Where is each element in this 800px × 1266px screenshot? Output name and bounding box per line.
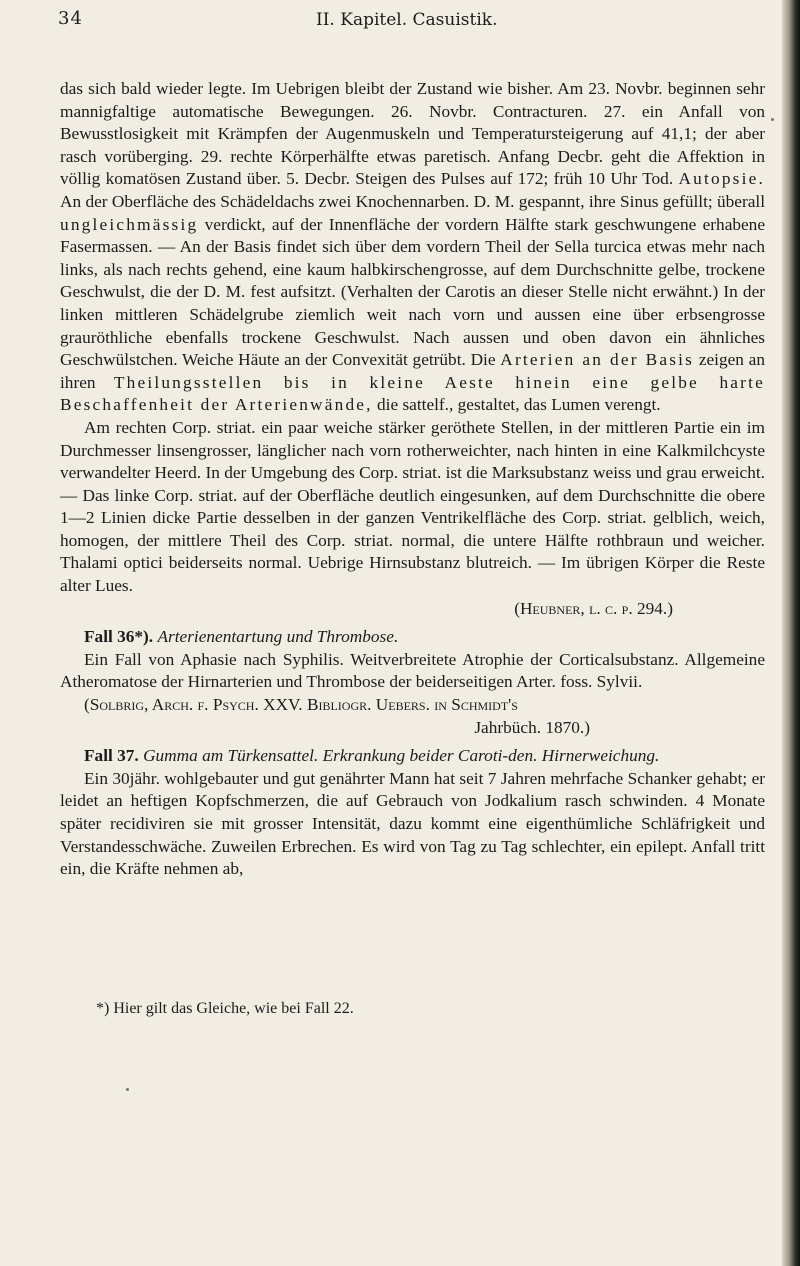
fall-36-text: Ein Fall von Aphasie nach Syphilis. Weitverbreitete Atrophie der Corticalsubstanz. Allgemeine Atheromatose der Hirnarterien und Thrombose der beiderseitigen Arter. foss. Sylvii. — [60, 649, 765, 692]
emphasis-arterien: Arterien an der Basis — [500, 350, 695, 370]
autopsie-heading: Autopsie. — [678, 169, 765, 189]
scan-speck — [771, 118, 774, 121]
autopsy-text-a: An der Oberfläche des Schädeldachs zwei Knochennarben. D. M. gespannt, ihre Sinus gefüllt; überall — [60, 191, 765, 211]
paragraph-corpus-striatum: Am rechten Corp. striat. ein paar weiche stärker geröthete Stellen, in der mittleren Partie ein im Durchmesser linsengrosser, länglicher nach vorn rotherweichter, nach hinten in eine Kalkmilchcyste verwandelter Heerd. In der Umgebung des Corp. striat. ist die Marksubstanz weiss und grau erweicht. — Das linke Corp. striat. auf der Oberfläche deutlich eingesunken, auf dem Durchschnitte die obere 1—2 Linien dicke Partie desselben in der ganzen Ventrikelfläche des Corp. striat. gelblich, weich, homogen, der mittlere Theil des Corp. striat. normal, die untere Hälfte rothbraun und weicher. Thalami optici beiderseits normal. Uebrige Hirnsubstanz blutreich. — Im übrigen Körper die Reste alter Lues. — [60, 417, 765, 596]
footnote: *) Hier gilt das Gleiche, wie bei Fall 22. — [96, 1000, 354, 1017]
fall-37-text: Ein 30jähr. wohlgebauter und gut genährter Mann hat seit 7 Jahren mehrfache Schanker gehabt; er leidet an heftigen Kopfschmerzen, die auf Gebrauch von Jodkalium rasch schwinden. 4 Monate später recidiviren sie mit grosser Intensität, dazu kommt eine eigenthümliche Schläfrigkeit und Verstandesschwäche. Zuweilen Erbrechen. Es wird von Tag zu Tag schlechter, ein epilept. Anfall tritt ein, die Kräfte nehmen ab, — [60, 768, 765, 879]
scan-speck — [126, 1088, 129, 1091]
autopsy-text-d: die sattelf., gestaltet, das Lumen verengt. — [377, 395, 661, 415]
case-narrative: das sich bald wieder legte. Im Uebrigen bleibt der Zustand wie bisher. Am 23. Novbr. beginnen sehr mannigfaltige automatische Bewegungen. 26. Novbr. Contracturen. 27. ein Anfall von Bewusstlosigkeit mit Krämpfen der Augenmuskeln und Temperatursteigerung auf 41,1; der aber rasch vorüberging. 29. rechte Körperhälfte etwas paretisch. Anfang Decbr. geht die Affektion in völlig komatösen Zustand über. 5. Decbr. Steigen des Pulses auf 172; früh 10 Uhr Tod. — [60, 79, 765, 189]
citation-solbrig — [60, 694, 765, 717]
citation-heubner: (Heubner, l. c. p. 294.) — [514, 598, 673, 618]
page-number: 34 — [58, 8, 83, 29]
scan-page-edge — [782, 0, 800, 1266]
fall-37-title: Gumma am Türkensattel. Erkrankung beider Caroti-den. Hirnerweichung. — [143, 746, 660, 766]
running-title: II. Kapitel. Casuistik. — [316, 10, 498, 30]
autopsy-text-c: zeigen an ihren — [60, 350, 765, 392]
emphasis-theilungsstellen: Theilungsstellen bis in kleine Aeste hinein eine gelbe harte Beschaffenheit der Arterienwände, — [60, 372, 765, 415]
fall-36-title: Arterienentartung und Thrombose. — [157, 627, 399, 647]
fall-37-heading — [60, 745, 765, 768]
emphasis-ungleichmaessig: ungleichmässig — [60, 214, 199, 234]
page-header — [58, 8, 758, 34]
paragraph-case-continuation — [60, 78, 765, 417]
citation-solbrig-line1: (Solbrig, Arch. f. Psych. XXV. Bibliogr. Uebers. in Schmidt's — [84, 695, 518, 715]
fall-36-label: Fall 36*). — [84, 627, 154, 647]
citation-solbrig-line2: Jahrbüch. 1870.) — [474, 717, 590, 737]
autopsy-text-b: verdickt, auf der Innenfläche der vordern Hälfte stark geschwungene erhabene Fasermassen. — An der Basis findet sich über dem vordern Theil der Sella turcica etwas mehr nach links, als nach rechts gehend, eine kaum halbkirschengrosse, auf dem Durchschnitte gelbe, trockene Geschwulst, die der D. M. fest aufsitzt. (Verhalten der Carotis an dieser Stelle nicht erwähnt.) In der linken mittleren Schädelgrube ziemlich weit nach vorn und aussen eine über erbsengrosse grauröthliche ebenfalls trockene Geschwulst. Nach aussen und oben davon ein ähnliches Geschwülstchen. Weiche Häute an der Convexität getrübt. Die — [60, 214, 765, 370]
fall-37-label: Fall 37. — [84, 746, 139, 766]
fall-36-heading — [60, 626, 765, 649]
body-text — [60, 78, 765, 881]
